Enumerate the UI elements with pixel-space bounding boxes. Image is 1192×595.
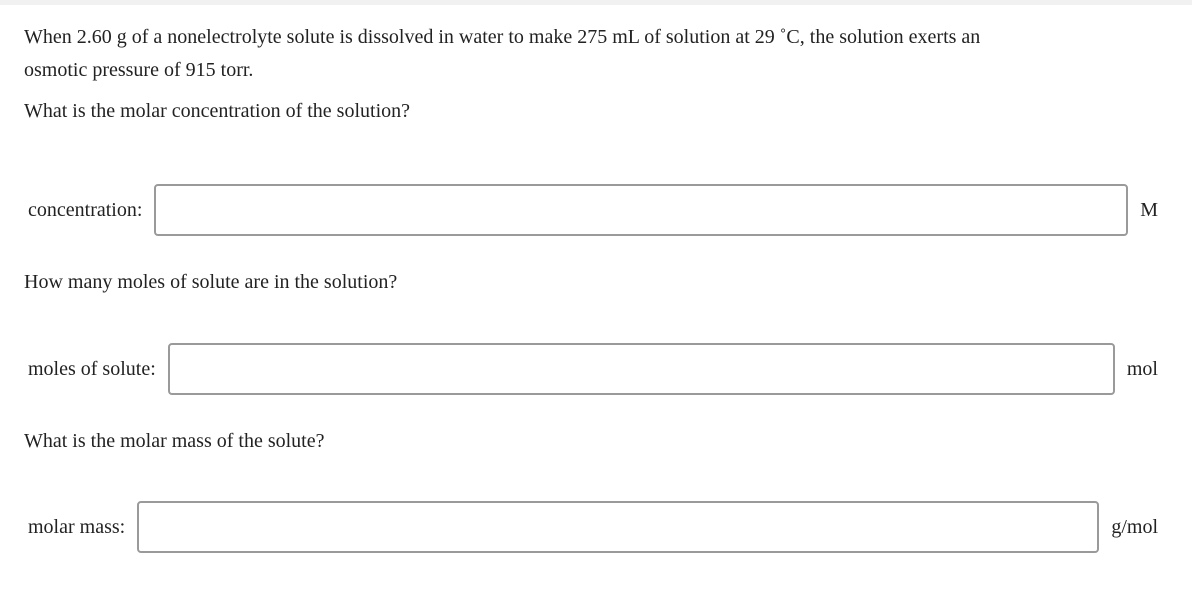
moles-unit: mol <box>1126 357 1158 380</box>
concentration-unit: M <box>1140 198 1158 221</box>
molar-mass-unit: g/mol <box>1111 515 1158 538</box>
question-moles: How many moles of solute are in the solution? <box>24 271 398 293</box>
problem-line-1: When 2.60 g of a nonelectrolyte solute is dissolved in water to make 275 mL of solution at 29 ˚C, the solution exerts an <box>24 26 981 48</box>
moles-label: moles of solute: <box>28 357 156 380</box>
concentration-input[interactable] <box>154 184 1128 236</box>
molar-mass-input[interactable] <box>137 501 1099 553</box>
problem-line-2: osmotic pressure of 915 torr. <box>24 59 254 81</box>
molar-mass-answer-row <box>28 501 1158 553</box>
moles-input[interactable] <box>168 343 1115 395</box>
concentration-label: concentration: <box>28 198 143 221</box>
concentration-answer-row <box>28 184 1158 236</box>
problem-statement <box>24 21 1134 87</box>
top-divider <box>0 0 1192 5</box>
molar-mass-label: molar mass: <box>28 515 126 538</box>
moles-answer-row <box>28 343 1158 395</box>
question-molar-mass: What is the molar mass of the solute? <box>24 430 325 452</box>
question-concentration: What is the molar concentration of the solution? <box>24 100 410 122</box>
